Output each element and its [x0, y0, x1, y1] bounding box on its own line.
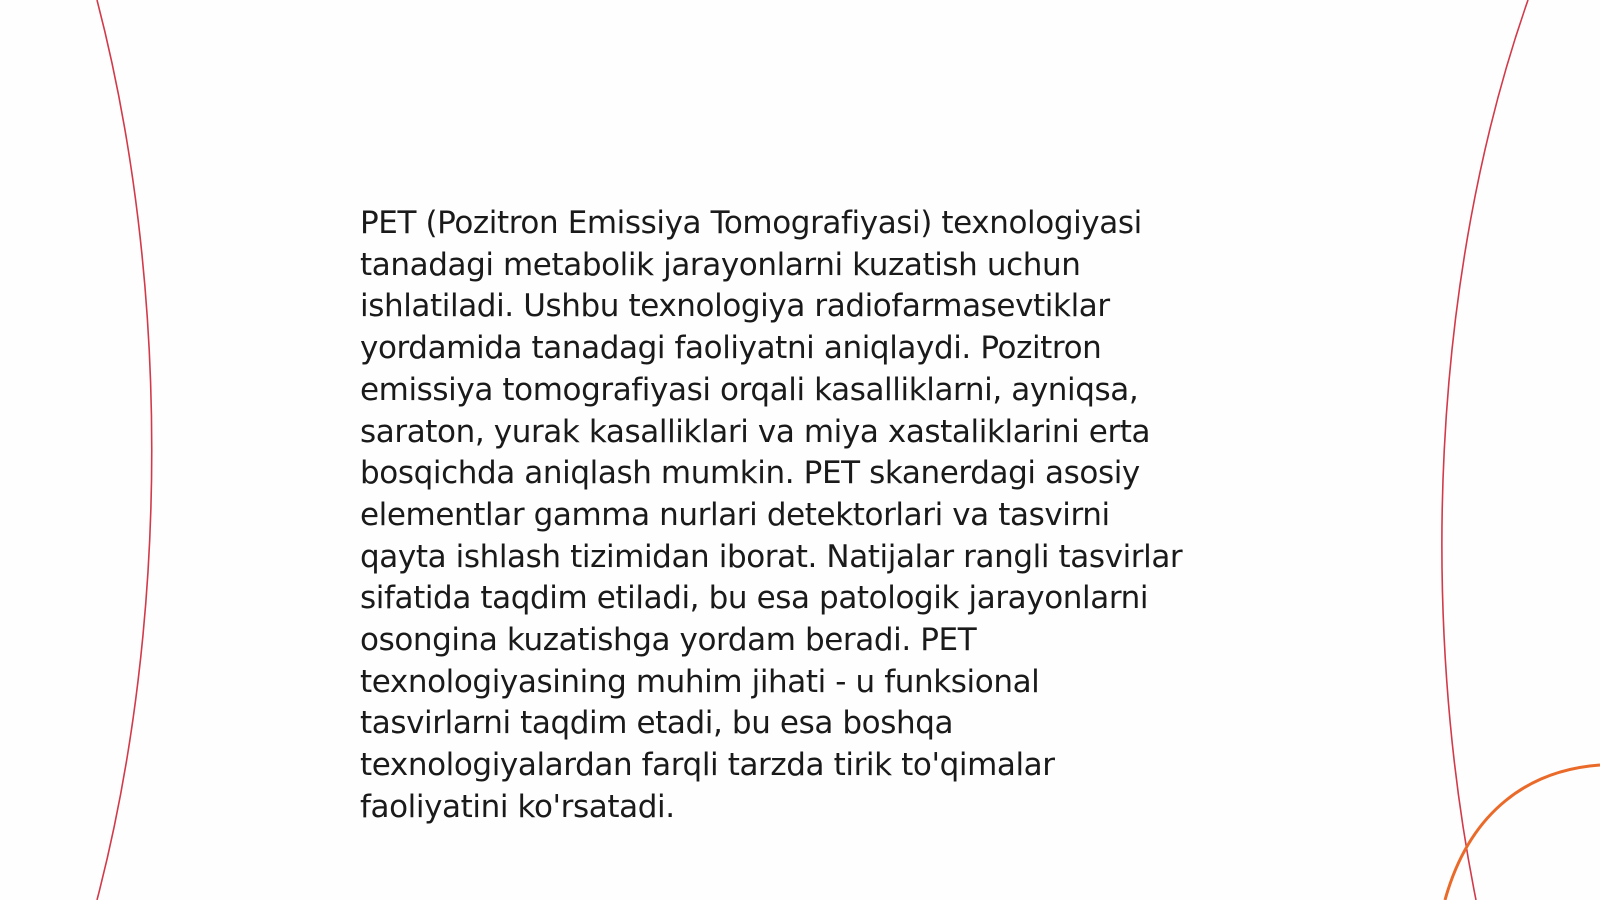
right-curve-line — [1442, 0, 1528, 900]
slide-body-text: PET (Pozitron Emissiya Tomografiyasi) texnologiyasi tanadagi metabolik jarayonlarni kuzatish uchun ishlatiladi. Ushbu texnologiya radiofarmasevtiklar yordamida tanadagi faoliyatni aniqlaydi. Pozitron emissiya tomografiyasi orqali kasalliklarni, ayniqsa, saraton, yurak kasalliklari va miya xastaliklarini erta bosqichda aniqlash mumkin. PET skanerdagi asosiy elementlar gamma nurlari detektorlari va tasvirni qayta ishlash tizimidan iborat. Natijalar rangli tasvirlar sifatida taqdim etiladi, bu esa patologik jarayonlarni osongina kuzatishga yordam beradi. PET texnologiyasining muhim jihati - u funksional tasvirlarni taqdim etadi, bu esa boshqa texnologiyalardan farqli tarzda tirik to'qimalar faoliyatini ko'rsatadi. — [360, 205, 1183, 825]
left-curve-line — [97, 0, 152, 900]
orange-accent-arc — [1445, 765, 1600, 900]
